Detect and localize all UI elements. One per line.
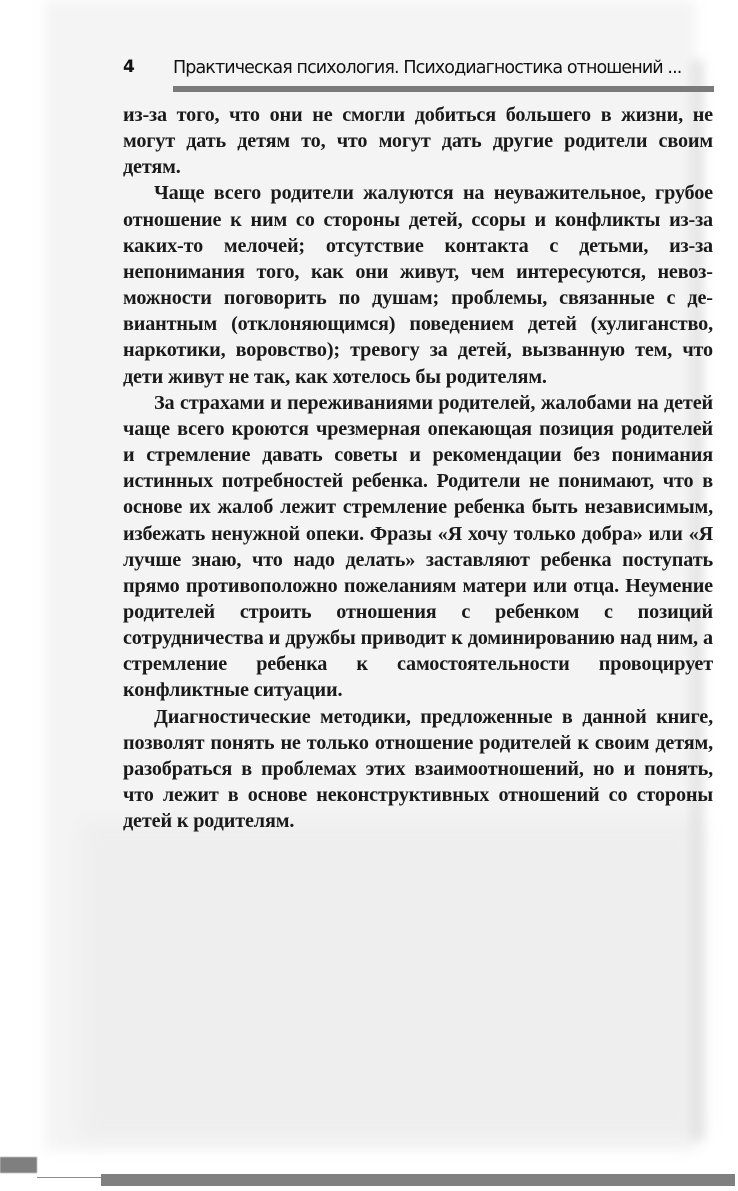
paragraph: Чаще всего родители жалуются на неуважительное, грубое отношение к ним со стороны детей, ссоры и конфликты из-за каких-то мелочей; отсутствие контакта с детьми, из-за непонимания того, как они живут, чем интересуются, невозможности поговорить по душам; проблемы, связанные с девиантным (отклоняющимся) поведением детей (хулиганство, наркотики, воровство); тревогу за детей, вызванную тем, что дети живут не так, как хотелось бы родителям. [123,182,713,388]
page-number: 4 [123,57,135,77]
footer-line [37,1177,101,1178]
footer-marker-box [0,1157,37,1173]
body-text [123,102,713,834]
bleed-through-shading [80,820,700,1140]
running-title: Практическая психология. Психодиагностика отношений ... [173,58,682,78]
paragraph: Диагностические методики, предложенные в данной книге, позволят понять не только отношение родителей к своим детям, разобраться в проблемах этих взаимоотношений, но и понять, что лежит в основе неконструктивных отношений со стороны детей к родителям. [123,705,713,833]
paragraph: из-за того, что они не смогли добиться большего в жизни, не могут дать детям то, что могут дать другие родители своим детям. [123,104,713,179]
paragraph: За страхами и переживаниями родителей, жалобами на детей чаще всего кроются чрезмерная опекающая позиция родителей и стремление давать советы и рекомендации без понимания истинных потребностей ребенка. Родители не понимают, что в основе их жалоб лежит стремление ребенка быть независимым, избежать ненужной опеки. Фразы «Я хочу только добра» или «Я лучше знаю, что надо делать» заставляют ребенка поступать прямо противоположно пожеланиям матери или отца. Неумение родителей строить отношения с ребенком с позиций сотрудничества и дружбы приводит к доминированию над ним, а стремление ребенка к самостоятельности провоцирует конфликтные ситуации. [123,391,713,702]
running-header [123,57,715,97]
footer-rule [101,1174,735,1186]
header-rule [173,86,714,92]
